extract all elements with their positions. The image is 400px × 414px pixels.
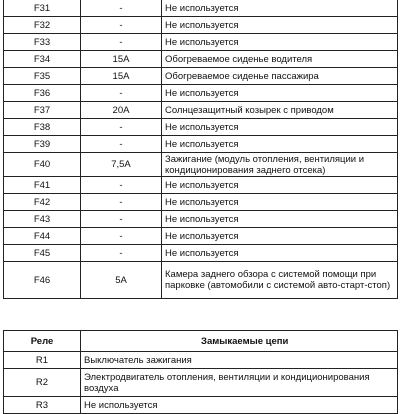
fuse-amperage: - (81, 194, 162, 211)
relay-circuit: Выключатель зажигания (81, 352, 398, 369)
fuse-amperage: - (81, 177, 162, 194)
fuse-amperage: - (81, 211, 162, 228)
fuse-circuit: Обогреваемое сиденье водителя (162, 51, 398, 68)
table-row (4, 228, 398, 245)
fuse-circuit: Не используется (162, 17, 398, 34)
fuse-circuit: Не используется (162, 177, 398, 194)
table-row (4, 102, 398, 119)
table-row (4, 397, 398, 414)
fuse-id: F46 (4, 262, 81, 299)
table-row (4, 194, 398, 211)
fuse-circuit: Не используется (162, 85, 398, 102)
fuse-circuit: Не используется (162, 228, 398, 245)
fuse-amperage: - (81, 228, 162, 245)
fuse-id: F34 (4, 51, 81, 68)
fuse-id: F44 (4, 228, 81, 245)
fuse-circuit: Камера заднего обзора с системой помощи при парковке (автомобили с системой авто-старт-стоп) (162, 262, 398, 299)
fuse-circuit: Не используется (162, 136, 398, 153)
table-row (4, 177, 398, 194)
fuse-id: F31 (4, 0, 81, 17)
fuse-amperage: - (81, 17, 162, 34)
relay-id: R2 (4, 369, 81, 397)
fuse-amperage: - (81, 0, 162, 17)
table-row (4, 119, 398, 136)
table-row (4, 85, 398, 102)
fuse-amperage: - (81, 136, 162, 153)
relay-table (3, 330, 398, 414)
table-header-row (4, 331, 398, 352)
fuse-id: F36 (4, 85, 81, 102)
fuse-amperage: - (81, 85, 162, 102)
fuse-amperage: - (81, 34, 162, 51)
relay-id: R3 (4, 397, 81, 414)
fuse-id: F33 (4, 34, 81, 51)
fuse-id: F35 (4, 68, 81, 85)
fuse-id: F37 (4, 102, 81, 119)
fuse-id: F32 (4, 17, 81, 34)
circuit-column-header: Замыкаемые цепи (81, 331, 398, 352)
table-row (4, 17, 398, 34)
relay-id: R1 (4, 352, 81, 369)
table-row (4, 34, 398, 51)
fuse-circuit: Не используется (162, 211, 398, 228)
table-row (4, 262, 398, 299)
fuse-id: F43 (4, 211, 81, 228)
fuse-id: F45 (4, 245, 81, 262)
fuse-id: F41 (4, 177, 81, 194)
fuse-circuit: Обогреваемое сиденье пассажира (162, 68, 398, 85)
table-row (4, 136, 398, 153)
fuse-circuit: Не используется (162, 119, 398, 136)
fuse-amperage: 15A (81, 68, 162, 85)
fuse-amperage: 7,5A (81, 153, 162, 177)
table-row (4, 245, 398, 262)
relay-column-header: Реле (4, 331, 81, 352)
fuse-circuit: Не используется (162, 34, 398, 51)
fuse-id: F40 (4, 153, 81, 177)
fuse-table (3, 0, 398, 299)
table-row (4, 51, 398, 68)
fuse-id: F39 (4, 136, 81, 153)
table-row (4, 153, 398, 177)
fuse-id: F42 (4, 194, 81, 211)
table-row (4, 352, 398, 369)
fuse-id: F38 (4, 119, 81, 136)
relay-circuit: Электродвигатель отопления, вентиляции и кондиционирования воздуха (81, 369, 398, 397)
fuse-circuit: Не используется (162, 245, 398, 262)
relay-circuit: Не используется (81, 397, 398, 414)
fuse-amperage: 5A (81, 262, 162, 299)
fuse-circuit: Зажигание (модуль отопления, вентиляции и кондиционирования заднего отсека) (162, 153, 398, 177)
fuse-amperage: 20A (81, 102, 162, 119)
fuse-amperage: - (81, 245, 162, 262)
fuse-circuit: Не используется (162, 194, 398, 211)
table-row (4, 0, 398, 17)
fuse-amperage: - (81, 119, 162, 136)
table-row (4, 211, 398, 228)
fuse-circuit: Солнцезащитный козырек с приводом (162, 102, 398, 119)
table-row (4, 369, 398, 397)
fuse-circuit: Не используется (162, 0, 398, 17)
table-row (4, 68, 398, 85)
fuse-amperage: 15A (81, 51, 162, 68)
